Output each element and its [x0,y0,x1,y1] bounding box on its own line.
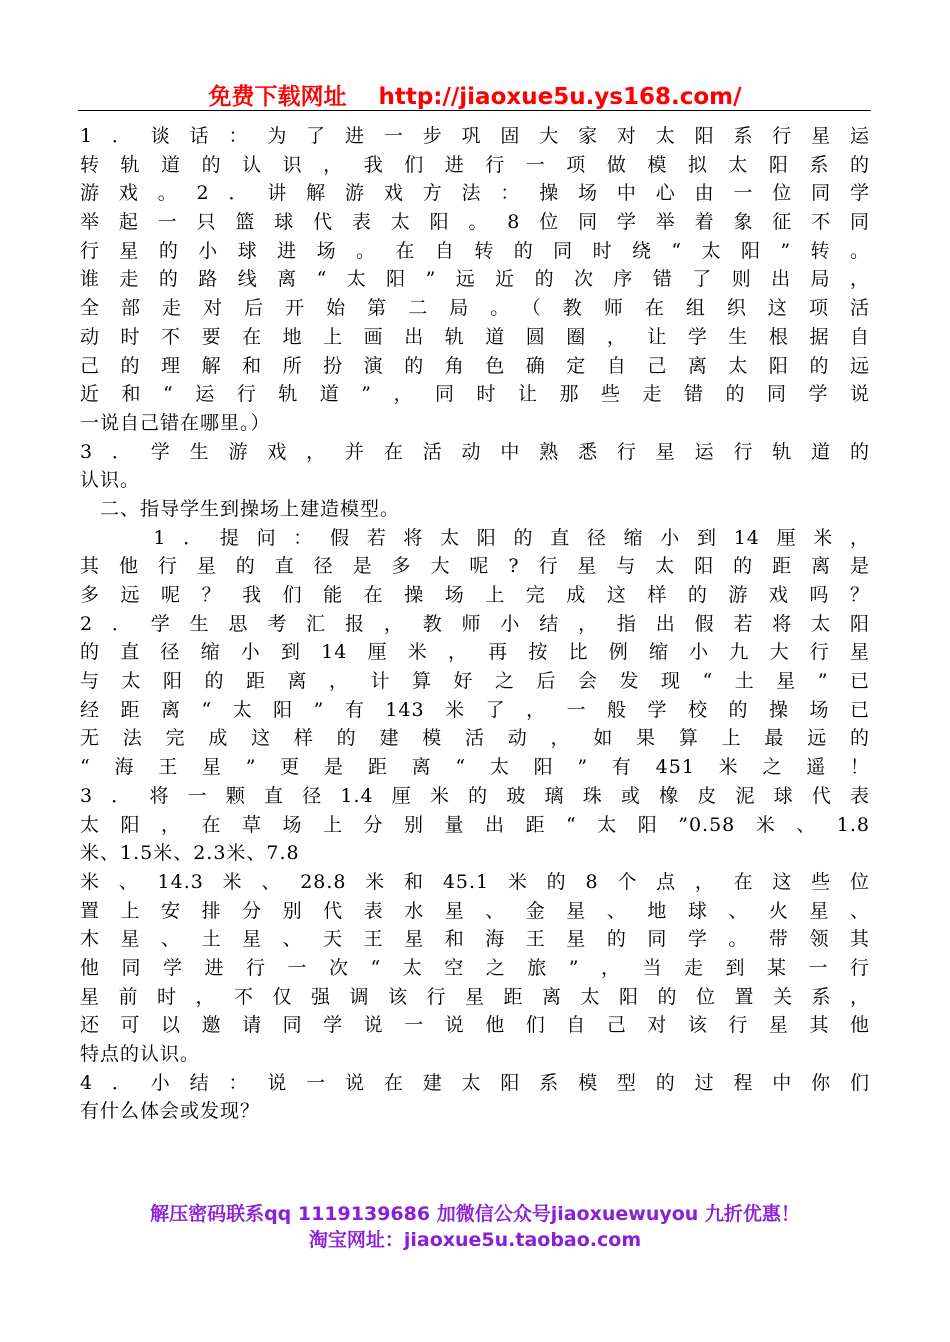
header-url-link[interactable]: http://jiaoxue5u.ys168.com/ [378,84,742,110]
text-line: 3．将一颗直径1.4厘米的玻璃珠或橡皮泥球代表 [80,784,870,807]
text-line: 一说自己错在哪里。） [80,411,271,434]
text-line: 置上安排分别代表水星、金星、地球、火星、 [80,899,870,922]
text-line: 全部走对后开始第二局。（教师在组织这项活 [80,297,870,320]
text-line: 行星的小球进场。在自转的同时绕“太阳”转。 [80,239,870,262]
text-line: 星前时，不仅强调该行星距离太阳的位置关系， [80,985,870,1008]
text-line: 的直径缩小到14厘米，再按比例缩小九大行星 [80,641,870,664]
text-line: 还可以邀请同学说一说他们自己对该行星其他 [80,1014,870,1037]
text-line: 2．学生思考汇报，教师小结，指出假若将太阳 [80,612,870,635]
text-line: 1．谈话：为了进一步巩固大家对太阳系行星运 [80,125,870,147]
header-divider [78,110,871,111]
text-line: 转轨道的认识，我们进行一项做模拟太阳系的 [80,153,870,176]
header-label: 免费下载网址 [208,84,347,110]
text-line: 近和“运行轨道”，同时让那些走错的同学说 [80,383,870,406]
text-line: 有什么体会或发现？ [80,1100,261,1123]
text-line: 米、14.3米、28.8米和45.1米的8个点，在这些位 [80,870,870,893]
text-line: 3．学生游戏，并在活动中熟悉行星运行轨道的 [80,440,870,463]
text-line: 谁走的路线离“太阳”远近的次序错了则出局， [80,268,870,291]
text-line: 二、指导学生到操场上建造模型。 [80,497,401,520]
text-line: 他同学进行一次“太空之旅”，当走到某一行 [80,956,870,979]
text-line: 游戏。2．讲解游戏方法：操场中心由一位同学 [80,182,870,205]
text-line: 举起一只篮球代表太阳。8位同学举着象征不同 [80,211,870,234]
text-line: 米、1.5米、2.3米、7.8 [80,842,300,865]
text-line: 动时不要在地上画出轨道圆圈，让学生根据自 [80,325,870,348]
text-line: 其他行星的直径是多大呢?行星与太阳的距离是 [80,555,870,578]
footer-shop-link[interactable]: 淘宝网址：jiaoxue5u.taobao.com [308,1229,642,1251]
text-line: 认识。 [80,469,141,492]
text-line: 特点的认识。 [80,1043,201,1065]
text-line: 己的理解和所扮演的角色确定自己离太阳的远 [80,354,870,377]
text-line: 4．小结：说一说在建太阳系模型的过程中你们 [80,1071,870,1094]
document-body [80,122,870,1126]
text-line: 多远呢？我们能在操场上完成这样的游戏吗？ [80,584,870,606]
text-line: 无法完成这样的建模活动，如果算上最远的 [80,727,870,750]
text-line: 1．提问：假若将太阳的直径缩小到14厘米， [80,526,870,549]
text-line: 经距离“太阳”有143米了，一般学校的操场已 [80,698,870,721]
footer-contact-line: 解压密码联系qq 1119139686 加微信公众号jiaoxuewuyou 九折优惠！ [150,1203,800,1225]
download-header [0,78,950,111]
text-line: 木星、土星、天王星和海王星的同学。带领其 [80,928,870,951]
text-line: 与太阳的距离，计算好之后会发现“土星”已 [80,670,870,693]
text-line: 太阳，在草场上分别量出距“太阳”0.58米、1.8 [80,813,870,836]
text-line: “海王星”更是距离“太阳”有451米之遥！ [80,756,870,779]
